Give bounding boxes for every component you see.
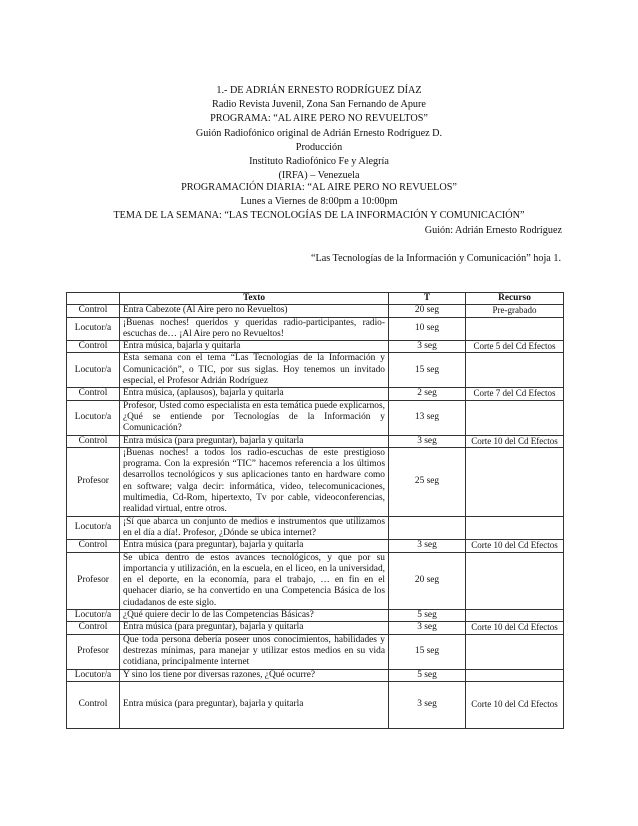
speaker-cell: Locutor/a (67, 669, 120, 681)
text-cell: ¿Qué quiere decir lo de las Competencias Básicas? (120, 610, 389, 622)
speaker-cell: Profesor (67, 447, 120, 516)
table-row (67, 516, 564, 540)
resource-cell (466, 317, 564, 341)
speaker-cell: Locutor/a (67, 610, 120, 622)
text-cell: Esta semana con el tema “Las Tecnologías de la Información y Comunicación”, o TIC, por sus siglas. Hoy tenemos un invitado especial, el Profesor Adrián Rodríguez (120, 353, 389, 388)
header-line: 1.- DE ADRIÁN ERNESTO RODRÍGUEZ DÍAZ (216, 85, 422, 96)
resource-cell (466, 634, 564, 669)
tema-semana: TEMA DE LA SEMANA: “LAS TECNOLOGÍAS DE LA INFORMACIÓN Y COMUNICACIÓN” (113, 210, 525, 222)
resource-cell (466, 669, 564, 681)
table-row (67, 552, 564, 609)
speaker-cell: Control (67, 540, 120, 552)
speaker-cell: Control (67, 622, 120, 634)
table-row (67, 435, 564, 447)
header-line: PROGRAMA: “AL AIRE PERO NO REVUELTOS” (210, 113, 428, 125)
text-cell: Entra música, bajarla y quitarla (120, 341, 389, 353)
text-cell: Entra música (para preguntar), bajarla y quitarla (120, 540, 389, 552)
header-texto: Texto (120, 293, 389, 305)
resource-cell: Corte 10 del Cd Efectos (466, 622, 564, 634)
table-row (67, 447, 564, 516)
resource-cell (466, 552, 564, 609)
time-cell: 3 seg (389, 435, 466, 447)
time-cell: 25 seg (389, 447, 466, 516)
text-cell: ¡Buenas noches! a todos los radio-escuchas de este prestigioso programa. Con la expresión “TIC” hacemos referencia a los últimos desarrollos tecnológicos y sus aplicaciones tanto en hardware como en software; valga decir: informática, video, telecomunicaciones, multimedia, Cd-Rom, hipertexto, Tv por cable, videoconferencias, realidad virtual, entre otros. (120, 447, 389, 516)
programacion-schedule: Lunes a Viernes de 8:00pm a 10:00pm (240, 196, 398, 208)
text-cell: Que toda persona debería poseer unos conocimientos, habilidades y destrezas mínimas, para manejar y utilizar estos medios en su vida cotidiana, principalmente internet (120, 634, 389, 669)
speaker-cell: Profesor (67, 634, 120, 669)
resource-cell: Corte 7 del Cd Efectos (466, 388, 564, 400)
table-header-row (67, 293, 564, 305)
header-recurso: Recurso (466, 293, 564, 305)
text-cell: Entra música (para preguntar), bajarla y quitarla (120, 435, 389, 447)
header-line: Radio Revista Juvenil, Zona San Fernando de Apure (212, 99, 426, 111)
speaker-cell: Control (67, 305, 120, 317)
resource-cell (466, 400, 564, 435)
time-cell: 3 seg (389, 681, 466, 728)
speaker-cell: Locutor/a (67, 516, 120, 540)
time-cell: 3 seg (389, 341, 466, 353)
speaker-cell: Control (67, 435, 120, 447)
text-cell: Entra música (para preguntar), bajarla y quitarla (120, 681, 389, 728)
table-row (67, 622, 564, 634)
resource-cell: Corte 10 del Cd Efectos (466, 435, 564, 447)
speaker-cell: Control (67, 388, 120, 400)
resource-cell: Corte 5 del Cd Efectos (466, 341, 564, 353)
speaker-cell: Locutor/a (67, 400, 120, 435)
table-row (67, 540, 564, 552)
resource-cell (466, 353, 564, 388)
text-cell: Profesor, Usted como especialista en esta temática puede explicarnos, ¿Qué se entiende por Tecnologías de la Información y Comunicación? (120, 400, 389, 435)
speaker-cell: Profesor (67, 552, 120, 609)
time-cell: 15 seg (389, 634, 466, 669)
script-table (66, 292, 564, 729)
speaker-cell: Locutor/a (67, 353, 120, 388)
time-cell (389, 516, 466, 540)
time-cell: 5 seg (389, 610, 466, 622)
time-cell: 3 seg (389, 622, 466, 634)
table-row (67, 317, 564, 341)
document-header (0, 84, 638, 183)
table-row (67, 305, 564, 317)
text-cell: Entra música, (aplausos), bajarla y quitarla (120, 388, 389, 400)
speaker-cell: Control (67, 681, 120, 728)
time-cell: 2 seg (389, 388, 466, 400)
speaker-cell: Locutor/a (67, 317, 120, 341)
time-cell: 13 seg (389, 400, 466, 435)
text-cell: Entra música (para preguntar), bajarla y quitarla (120, 622, 389, 634)
resource-cell: Corte 10 del Cd Efectos (466, 681, 564, 728)
resource-cell: Pre-grabado (466, 305, 564, 317)
header-line: Guión Radiofónico original de Adrián Ernesto Rodríguez D. (195, 127, 443, 139)
header-t: T (389, 293, 466, 305)
text-cell: ¡Buenas noches! queridos y queridas radio-participantes, radio-escuchas de… ¡Al Aire pero no Revueltos! (120, 317, 389, 341)
table-row (67, 353, 564, 388)
programacion-block (0, 181, 638, 238)
table-row (67, 388, 564, 400)
text-cell: Se ubica dentro de estos avances tecnológicos, y que por su importancia y utilización, en la escuela, en el liceo, en la universidad, en el deporte, en la economía, para el trabajo, … en fin en el quehacer diario, se ha convertido en una Competencia Básica de los ciudadanos de este siglo. (120, 552, 389, 609)
time-cell: 20 seg (389, 552, 466, 609)
text-cell: Y sino los tiene por diversas razones, ¿Qué ocurre? (120, 669, 389, 681)
header-line: Producción (295, 141, 343, 153)
resource-cell: Corte 10 del Cd Efectos (466, 540, 564, 552)
table-row (67, 669, 564, 681)
resource-cell (466, 447, 564, 516)
time-cell: 5 seg (389, 669, 466, 681)
text-cell: ¡Sí que abarca un conjunto de medios e instrumentos que utilizamos en el día a día!. Profesor, ¿Dónde se ubica internet? (120, 516, 389, 540)
table-row (67, 634, 564, 669)
time-cell: 10 seg (389, 317, 466, 341)
table-row (67, 681, 564, 728)
text-cell: Entra Cabezote (Al Aire pero no Revueltos) (120, 305, 389, 317)
resource-cell (466, 610, 564, 622)
header-line: Instituto Radiofónico Fe y Alegría (249, 156, 389, 168)
time-cell: 20 seg (389, 305, 466, 317)
header-line: (IRFA) – Venezuela (278, 170, 360, 182)
programacion-title: PROGRAMACIÓN DIARIA: “AL AIRE PERO NO REVUELOS” (181, 182, 457, 193)
guion-author: Guión: Adrián Ernesto Rodríguez (424, 224, 562, 236)
page-label: “Las Tecnologías de la Información y Comunicación” hoja 1. (310, 253, 561, 264)
header-speaker (67, 293, 120, 305)
resource-cell (466, 516, 564, 540)
table-row (67, 400, 564, 435)
speaker-cell: Control (67, 341, 120, 353)
table-row (67, 610, 564, 622)
time-cell: 3 seg (389, 540, 466, 552)
time-cell: 15 seg (389, 353, 466, 388)
table-row (67, 341, 564, 353)
